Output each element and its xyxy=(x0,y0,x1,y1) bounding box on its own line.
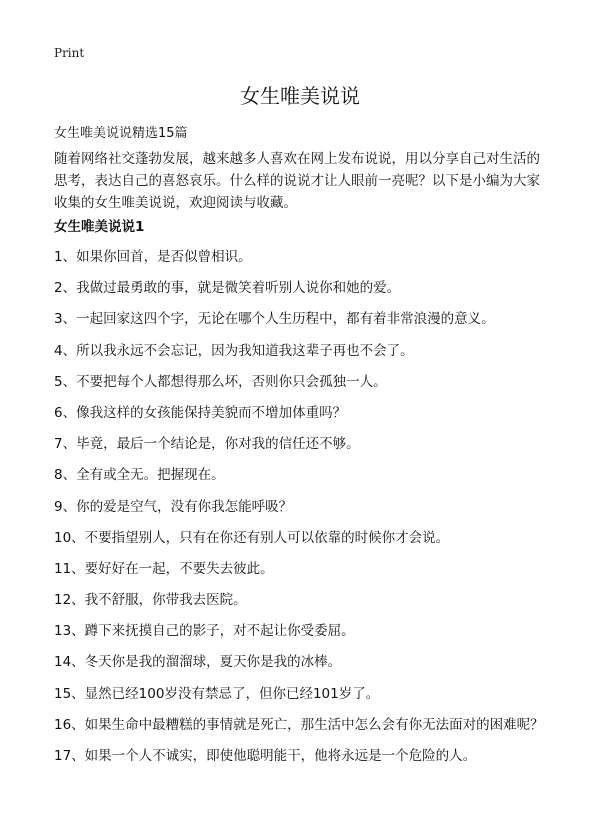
quote-item: 7、毕竟，最后一个结论是，你对我的信任还不够。 xyxy=(54,436,360,453)
quote-item: 5、不要把每个人都想得那么坏，否则你只会孤独一人。 xyxy=(54,373,387,390)
quote-list xyxy=(54,248,574,778)
quote-item: 12、我不舒服，你带我去医院。 xyxy=(54,592,247,609)
page-title: 女生唯美说说 xyxy=(240,84,360,108)
quote-item: 1、如果你回首，是否似曾相识。 xyxy=(54,249,252,265)
page-subtitle: 女生唯美说说精选15篇 xyxy=(54,126,188,141)
section-heading: 女生唯美说说1 xyxy=(54,219,145,235)
quote-item: 15、显然已经100岁没有禁忌了，但你已经101岁了。 xyxy=(54,685,380,702)
quote-item: 4、所以我永远不会忘记，因为我知道我这辈子再也不会了。 xyxy=(54,342,414,359)
quote-item: 8、全有或全无。把握现在。 xyxy=(54,467,225,484)
quote-item: 11、要好好在一起，不要失去彼此。 xyxy=(54,560,274,577)
quote-item: 13、蹲下来抚摸自己的影子，对不起让你受委屈。 xyxy=(54,623,355,640)
quote-item: 14、冬天你是我的溜溜球，夏天你是我的冰棒。 xyxy=(54,654,342,671)
quote-item: 16、如果生命中最糟糕的事情就是死亡，那生活中怎么会有你无法面对的困难呢？ xyxy=(54,716,544,733)
quote-item: 3、一起回家这四个字，无论在哪个人生历程中，都有着非常浪漫的意义。 xyxy=(54,311,495,328)
print-link[interactable]: Print xyxy=(54,46,85,60)
quote-item: 9、你的爱是空气，没有你我怎能呼吸？ xyxy=(54,498,293,515)
quote-item: 6、像我这样的女孩能保持美貌而不增加体重吗？ xyxy=(54,404,347,421)
quote-item: 17、如果一个人不诚实，即使他聪明能干，他将永远是一个危险的人。 xyxy=(54,748,477,764)
quote-item: 2、我做过最勇敢的事，就是微笑着听别人说你和她的爱。 xyxy=(54,280,401,297)
quote-item: 10、不要指望别人，只有在你还有别人可以依靠的时候你才会说。 xyxy=(54,529,450,546)
intro-paragraph: 随着网络社交蓬勃发展，越来越多人喜欢在网上发布说说，用以分享自己对生活的思考，表达自己的喜怒哀乐。什么样的说说才让人眼前一亮呢？以下是小编为大家收集的女生唯美说说，欢迎阅读与收藏。 xyxy=(54,151,540,211)
